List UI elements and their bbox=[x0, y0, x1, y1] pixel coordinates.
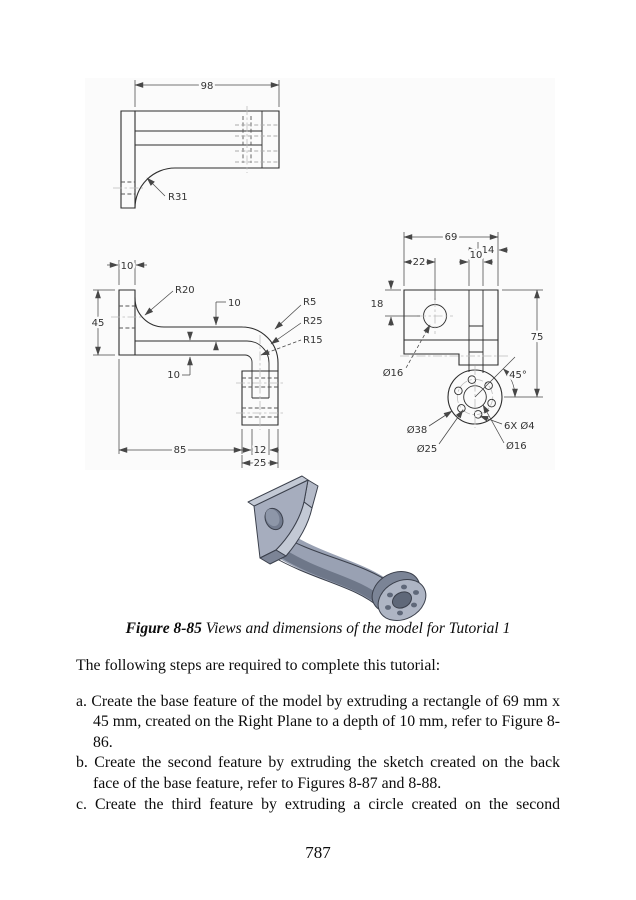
dim-hole-y-18: 18 bbox=[370, 299, 384, 310]
dim-upper-arm: 10 bbox=[228, 298, 241, 309]
figure-background bbox=[85, 78, 555, 470]
dim-r5: R5 bbox=[303, 297, 317, 308]
dim-boss-width-25: 25 bbox=[253, 458, 267, 469]
step-a bbox=[76, 692, 560, 754]
dim-fillet-r20: R20 bbox=[175, 285, 195, 296]
figure-caption-label: Figure 8-85 bbox=[125, 620, 202, 637]
tutorial-steps-list bbox=[76, 692, 560, 816]
dim-bore-dia: Ø16 bbox=[506, 441, 527, 452]
dim-height-75: 75 bbox=[530, 332, 544, 343]
dim-lower-arm: 10 bbox=[167, 370, 180, 381]
dim-flange-dia: Ø38 bbox=[406, 425, 428, 436]
dim-r15: R15 bbox=[303, 335, 323, 346]
dim-slot-width-12: 12 bbox=[253, 445, 267, 456]
engineering-drawing bbox=[85, 72, 555, 472]
step-c bbox=[76, 795, 560, 816]
figure-caption bbox=[0, 620, 636, 638]
dim-plate-height: 45 bbox=[91, 318, 105, 329]
step-b-marker: b. bbox=[76, 754, 88, 772]
dim-top-fillet: R31 bbox=[168, 192, 188, 203]
dim-tab-width-10: 10 bbox=[469, 250, 483, 261]
step-b bbox=[76, 753, 560, 794]
body-text bbox=[76, 656, 560, 815]
dim-top-width: 98 bbox=[200, 81, 214, 92]
step-c-marker: c. bbox=[76, 795, 87, 813]
step-c-text: Create the third feature by extruding a circle created on the second bbox=[86, 795, 560, 813]
model-3d-render bbox=[228, 474, 443, 624]
dim-side-width-69: 69 bbox=[444, 232, 458, 243]
intro-paragraph: The following steps are required to complete this tutorial: bbox=[76, 657, 441, 674]
step-a-marker: a. bbox=[76, 692, 87, 710]
dim-bolt-circle-dia: Ø25 bbox=[416, 444, 438, 455]
dim-r25: R25 bbox=[303, 316, 323, 327]
figure-caption-text: Views and dimensions of the model for Tutorial 1 bbox=[201, 620, 511, 637]
dim-bolt-holes: 6X Ø4 bbox=[504, 421, 535, 432]
step-b-text: Create the second feature by extruding the sketch created on the back face of the base feature, refer to Figures 8-87 and 8-88. bbox=[87, 754, 560, 792]
dim-plate-hole-dia: Ø16 bbox=[382, 368, 404, 379]
dim-tab-offset-14: 14 bbox=[481, 245, 495, 256]
dim-plate-thickness: 10 bbox=[120, 261, 134, 272]
dim-angle-45: 45° bbox=[509, 370, 527, 381]
step-a-text: Create the base feature of the model by extruding a rectangle of 69 mm x 45 mm, created on the Right Plane to a depth of 10 mm, refer to Figure 8-86. bbox=[86, 692, 560, 751]
dim-hole-x-22: 22 bbox=[412, 257, 426, 268]
dim-length-85: 85 bbox=[173, 445, 187, 456]
page-number: 787 bbox=[305, 843, 331, 862]
